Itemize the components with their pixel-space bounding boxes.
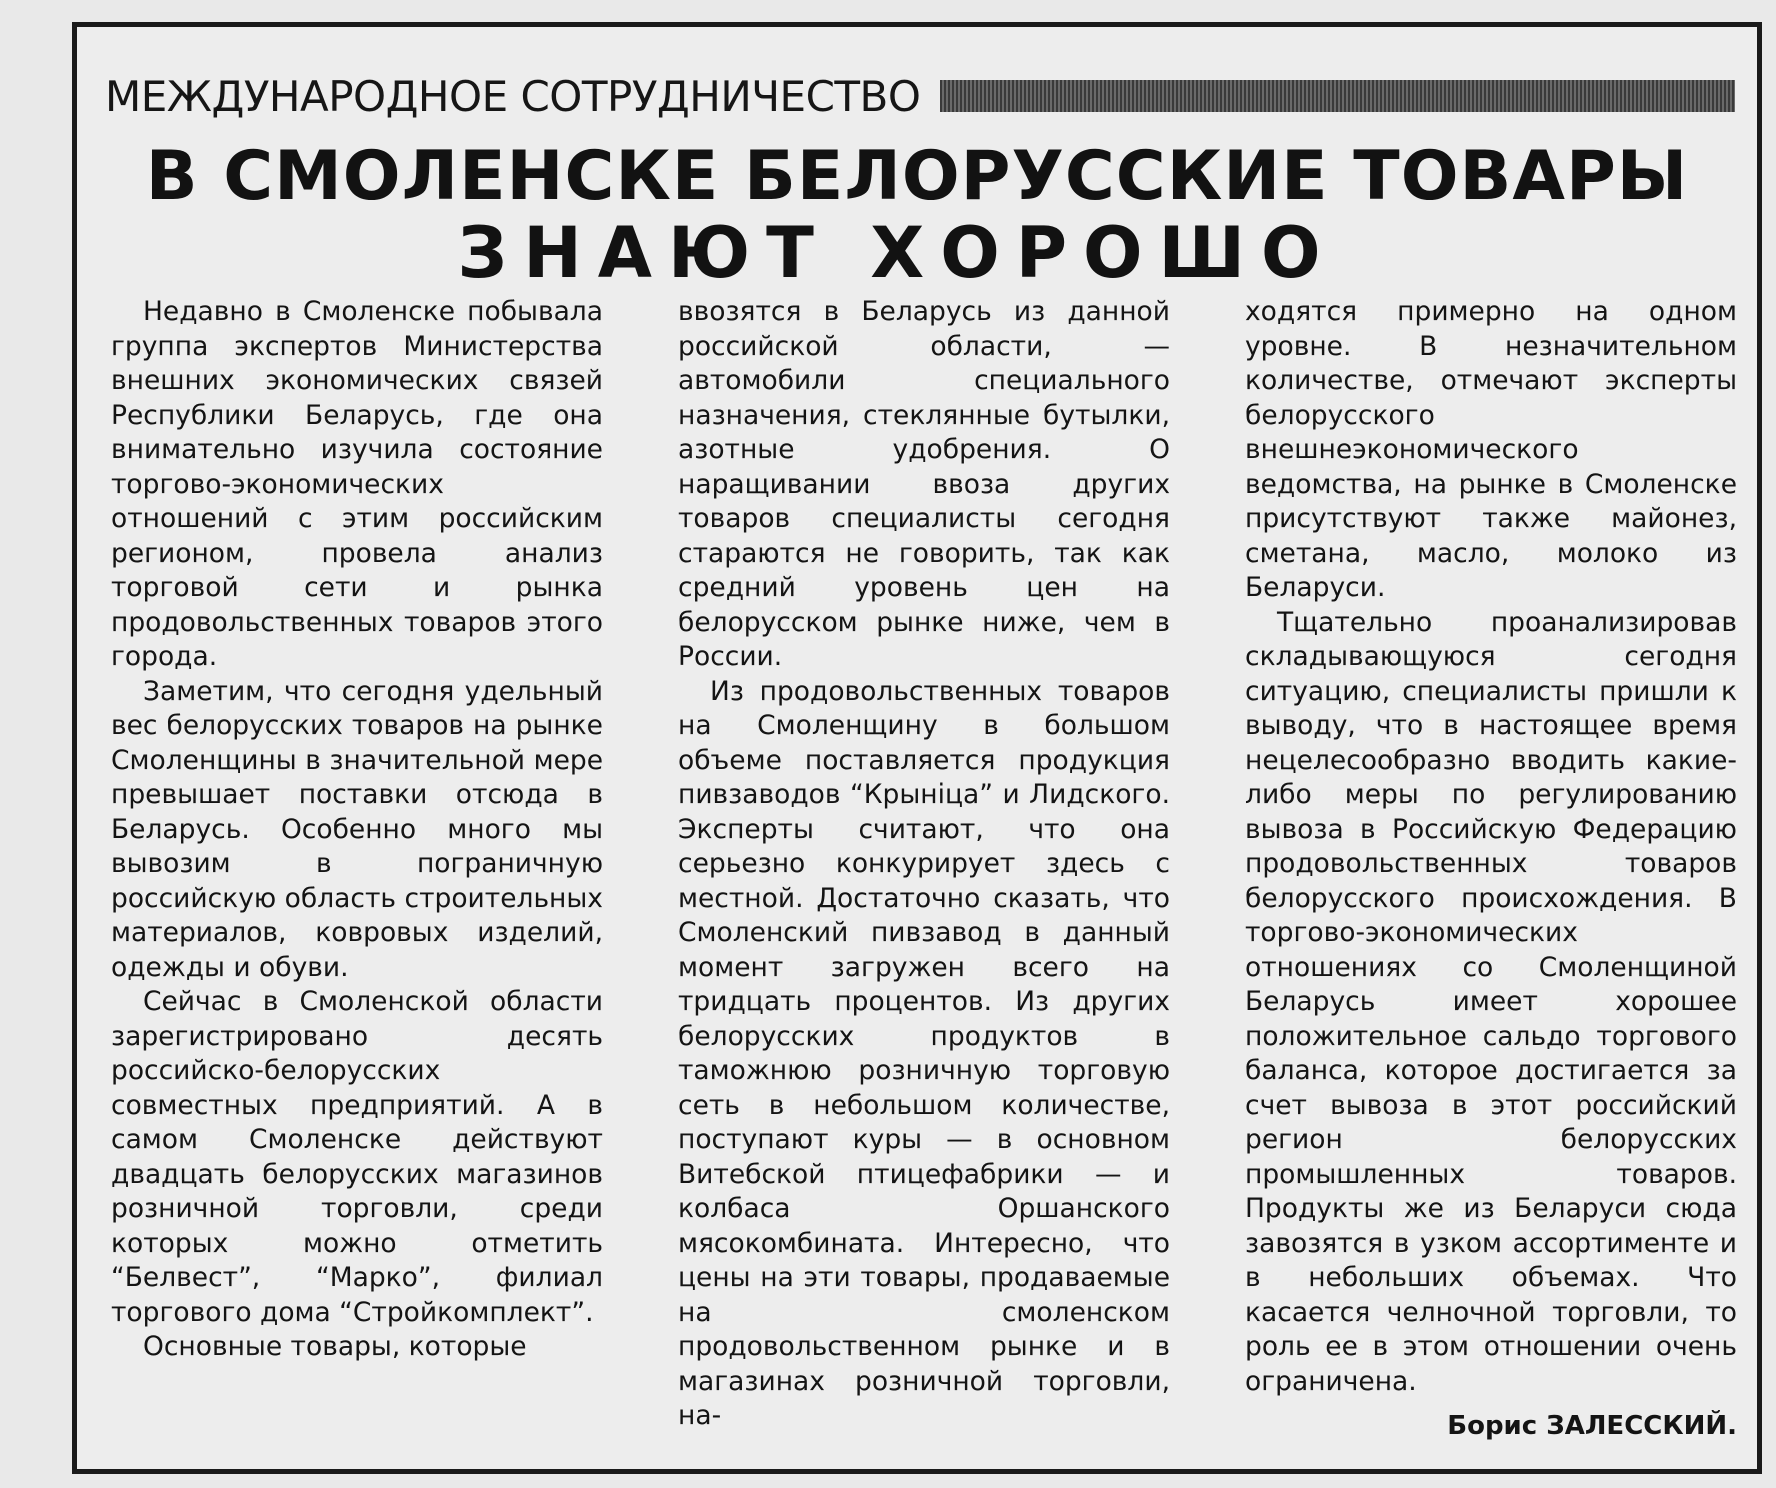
headline-line-1: В СМОЛЕНСКЕ БЕЛОРУССКИЕ ТОВАРЫ — [145, 137, 1689, 216]
headline-line-2: ЗНАЮТ ХОРОШО — [457, 212, 1337, 294]
paragraph: ходятся примерно на одном уровне. В незначительном количестве, отмечают эксперты белорусского внешнеэкономического ведомства, на рынке в Смоленске присутствуют также майонез, сметана, масло, молоко из Беларуси. — [1245, 296, 1737, 603]
section-rubric: МЕЖДУНАРОДНОЕ СОТРУДНИЧЕСТВО — [105, 71, 921, 121]
paragraph: Из продовольственных товаров на Смоленщину в большом объеме поставляется продукция пивзаводов “Крынiца” и Лидского. Эксперты считают, что она серьезно конкурирует здесь с местной. Достаточно сказать, что Смоленский пивзавод в данный момент загружен всего на тридцать процентов. Из других белорусских продуктов в таможнюю розничную торговую сеть в небольшом количестве, поступают куры — в основном Витебской птицефабрики — и колбаса Оршанского мясокомбината. Интересно, что цены на эти товары, продаваемые на смоленском продовольственном рынке и в магазинах розничной торговли, на- — [678, 675, 1170, 1431]
newspaper-clipping — [72, 22, 1762, 1474]
rubric-shaded-bar — [940, 80, 1735, 112]
article-column-1 — [111, 295, 603, 1465]
paragraph: Заметим, что сегодня удельный вес белорусских товаров на рынке Смоленщины в значительной мере превышает поставки отсюда в Беларусь. Особенно много мы вывозим в пограничную российскую область строительных материалов, ковровых изделий, одежды и обуви. — [111, 675, 603, 983]
paragraph: Тщательно проанализировав складывающуюся сегодня ситуацию, специалисты пришли к выводу, что в настоящее время нецелесообразно вводить какие-либо меры по регулированию вывоза в Российскую Федерацию продовольственных товаров белорусского происхождения. В торгово-экономических отношениях со Смоленщиной Беларусь имеет хорошее положительное сальдо торгового баланса, которое достигается за счет вывоза в этот российский регион белорусских промышленных товаров. Продукты же из Беларуси сюда завозятся в узком ассортименте и в небольших объемах. Что касается челночной торговли, то роль ее в этом отношении очень ограничена. — [1245, 606, 1737, 1397]
article-column-3 — [1245, 295, 1737, 1465]
rubric-row — [105, 63, 1735, 129]
paragraph: ввозятся в Беларусь из данной российской области, — автомобили специального назначения, стеклянные бутылки, азотные удобрения. О наращивании ввоза других товаров специалисты сегодня стараются не говорить, так как средний уровень цен на белорусском рынке ниже, чем в России. — [678, 296, 1170, 672]
paragraph: Сейчас в Смоленской области зарегистрировано десять российско-белорусских совместных предприятий. А в самом Смоленске действуют двадцать белорусских магазинов розничной торговли, среди которых можно отметить “Белвест”, “Марко”, филиал торгового дома “Стройкомплект”. — [111, 986, 603, 1328]
article-column-2 — [678, 295, 1170, 1465]
article-headline — [77, 137, 1757, 294]
paragraph: Недавно в Смоленске побывала группа экспертов Министерства внешних экономических связей Республики Беларусь, где она внимательно изучила состояние торгово-экономических отношений с этим российским регионом, провела анализ торговой сети и рынка продовольственных товаров этого города. — [111, 296, 603, 672]
author-signature: Борис ЗАЛЕССКИЙ. — [1447, 1411, 1737, 1441]
paragraph: Основные товары, которые — [143, 1331, 527, 1362]
article-columns — [111, 295, 1737, 1465]
